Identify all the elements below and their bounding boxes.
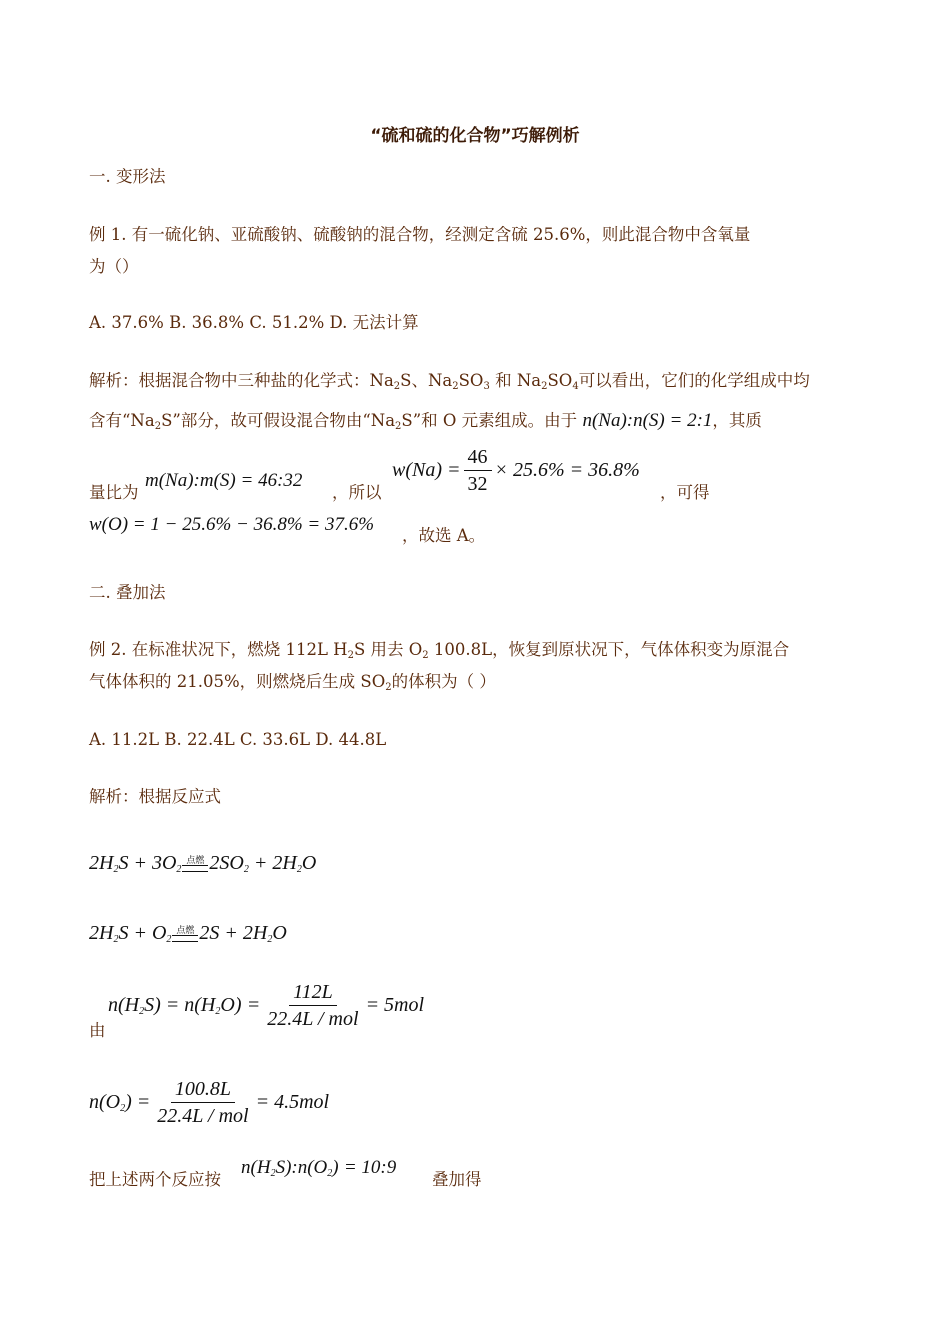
analysis2-intro: 解析：根据反应式 (89, 787, 221, 806)
analysis1-kede: ，可得 (660, 483, 710, 502)
reaction-equation-1: $2H_2S + 3O_2$ 点燃 $2SO_2 + 2H_2O$ (89, 852, 317, 875)
example1-options: A. 37.6% B. 36.8% C. 51.2% D. 无法计算 (89, 313, 419, 332)
example2-line1: 例 2. 在标准状况下，燃烧 112L $H_2S$ 用去 $O_2$ 100.8L，恢复到原状况下，气体体积变为原混合 (89, 640, 790, 661)
analysis1-line1: 解析：根据混合物中三种盐的化学式：$Na_2S$、$Na_2SO_3$ 和 $Na_2SO_4$可以看出，它们的化学组成中均 (89, 371, 810, 392)
n-h2s-formula: $n(H_2S) = n(H_2O)$ = $\frac{112L}{\text{22.4L / mol}}$ = 5mol (108, 981, 425, 1030)
final-line-suffix: 叠加得 (432, 1170, 482, 1189)
example2-options: A. 11.2L B. 22.4L C. 33.6L D. 44.8L (89, 730, 387, 749)
example1-line1: 例 1. 有一硫化钠、亚硫酸钠、硫酸钠的混合物，经测定含硫 25.6%，则此混合物中含氧量 (89, 225, 751, 244)
ratio-final-formula: $n(H_2S):n(O_2)$ = 10:9 (241, 1157, 397, 1179)
w-na-formula: w(Na) = $\frac{46}{32}$ × 25.6% = 36.8% (392, 446, 640, 495)
analysis1-line3-prefix: 量比为 (89, 483, 139, 502)
example1-line2: 为（） (89, 257, 139, 276)
ratio-n-formula: n(Na):n(S) = 2:1 (582, 410, 713, 431)
section1-heading: 一. 变形法 (89, 167, 166, 186)
w-o-formula: w(O) = 1 − 25.6% − 36.8% = 37.6% (89, 514, 375, 535)
page-title: “硫和硫的化合物”巧解例析 (370, 126, 580, 146)
example2-line2: 气体体积的 21.05%，则燃烧后生成 $SO_2$的体积为（ ） (89, 672, 496, 693)
final-line-prefix: 把上述两个反应按 (89, 1170, 221, 1189)
analysis1-line2: 含有“$Na_2S$”部分，故可假设混合物由“$Na_2S$”和 O 元素组成。由于 n(Na):n(S) = 2:1，其质 (89, 410, 762, 432)
reaction-equation-2: $2H_2S + O_2$ 点燃 $2S + 2H_2O$ (89, 922, 287, 945)
section2-heading: 二. 叠加法 (89, 583, 166, 602)
analysis1-suoyi: ，所以 (332, 483, 382, 502)
ratio-m-formula: m(Na):m(S) = 46:32 (145, 470, 303, 491)
n-o2-formula: $n(O_2)$ = $\frac{100.8L}{\text{22.4L / mol}}$ = 4.5mol (89, 1078, 330, 1127)
you-label: 由 (89, 1021, 106, 1040)
analysis1-conclusion: ，故选 A。 (402, 526, 486, 545)
